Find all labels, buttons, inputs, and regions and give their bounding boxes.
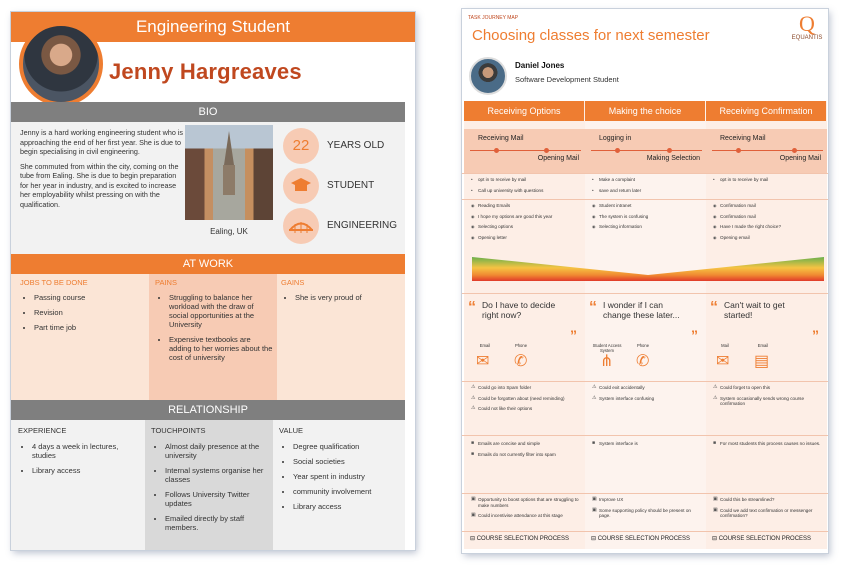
issues-cell (712, 385, 824, 412)
timeline-dot (615, 148, 620, 153)
logo-wordmark: EQUANTIS (791, 35, 823, 41)
church-spire-icon (185, 125, 273, 220)
minus-box-icon: ⊟ (470, 536, 476, 542)
list-item: • Almost daily presence at the university (165, 442, 271, 460)
issue-item: ⚠ System interface confusing (591, 396, 703, 402)
minus-box-icon: ⊟ (591, 536, 597, 542)
touchpoint-item: ◉ The system is confusing (591, 214, 703, 220)
relationship-header: RELATIONSHIP (11, 400, 405, 420)
pains-column (155, 278, 273, 368)
list-item: • Part time job (34, 323, 145, 332)
opportunity-item: ▣ Could we add text confirmation or messenger confirmation? (712, 508, 824, 519)
pains-title: PAINS (155, 278, 177, 287)
touchpoint-cell (470, 203, 582, 246)
actions-cell (470, 177, 582, 198)
quote-open-icon: “ (468, 299, 476, 316)
quote-close-icon: ” (812, 327, 819, 343)
touchpoint-item: ◉ Confirmation mail (712, 203, 824, 209)
list-item: • Library access (293, 502, 401, 511)
bridge-icon (283, 208, 319, 244)
mailbox-icon: ▤ (754, 353, 770, 370)
student-badge (283, 168, 319, 204)
list-item: • Library access (32, 466, 143, 475)
graduation-cap-icon (283, 168, 319, 204)
list-item: • 4 days a week in lectures, studies (32, 442, 143, 460)
age-label: YEARS OLD (327, 140, 385, 151)
jobs-column (20, 278, 145, 338)
quote-open-icon: “ (589, 299, 597, 316)
avatar (469, 57, 507, 95)
issues-cell (470, 385, 582, 417)
action-item: • opt in to receive by mail (470, 177, 582, 183)
issue-item: ⚠ Could exit accidentally (591, 385, 703, 391)
touchpoint-item: ◉ Opening letter (470, 235, 582, 241)
bio-paragraph: Jenny is a hard working engineering student who is approaching the end of her first year. She is due to begin specialising in civil engineering. (20, 128, 184, 156)
action-item: • save and return later (591, 188, 703, 194)
positives-cell (591, 441, 703, 452)
phone-icon: ✆ (636, 353, 650, 370)
quote-open-icon: “ (710, 299, 718, 316)
opportunity-item: ▣ Could this be streamlined? (712, 497, 824, 503)
list-item: • Internal systems organise her classes (165, 466, 271, 484)
network-icon: ⋔ (600, 353, 614, 370)
process-footer (470, 535, 569, 542)
opportunities-cell (591, 497, 703, 524)
positive-item: ■ Emails do not currently filter into spam (470, 452, 582, 458)
issue-item: ⚠ Could go into Spam folder (470, 385, 582, 391)
process-footer (712, 535, 811, 542)
opportunity-item: ▣ Could incentivise attendance at this stage (470, 513, 582, 519)
quote-close-icon: ” (691, 327, 698, 343)
bio-header: BIO (11, 102, 405, 122)
touchpoint-item: ◉ Reading Emails (470, 203, 582, 209)
stage-header: Receiving Options (464, 101, 584, 121)
action-item: • Call up university with questions (470, 188, 582, 194)
engineering-badge (283, 208, 319, 244)
list-item: • Passing course (34, 293, 145, 302)
timeline-step: Receiving Mail (720, 135, 766, 142)
opportunities-cell (470, 497, 582, 524)
touchpoint-item: ◉ Selecting information (591, 224, 703, 230)
timeline-dot (667, 148, 672, 153)
experience-title: EXPERIENCE (18, 426, 67, 435)
row-divider (462, 293, 828, 294)
row-divider (462, 435, 828, 436)
list-item: • She is very proud of (295, 293, 401, 302)
timeline-line (591, 150, 702, 151)
issue-item: ⚠ Could not like their options (470, 406, 582, 412)
issue-item: ⚠ System occasionally sends wrong course confirmation (712, 396, 824, 407)
timeline-cell (585, 129, 706, 173)
persona-name: Jenny Hargreaves (109, 59, 302, 84)
quote-text: Do I have to decide right now? (482, 300, 556, 320)
timeline-step: Making Selection (646, 155, 700, 162)
actions-cell (591, 177, 703, 198)
timeline-cell (464, 129, 585, 173)
touchpoint-item: ◉ Student intranet (591, 203, 703, 209)
photo-caption: Ealing, UK (210, 227, 248, 236)
logo-q-icon: Q (799, 11, 815, 36)
issues-cell (591, 385, 703, 406)
jobs-title: JOBS TO BE DONE (20, 278, 88, 287)
list-item: • Struggling to balance her workload with the draw of social opportunities at the University (169, 293, 273, 329)
quote (589, 299, 693, 321)
touchpoint-cell (712, 203, 824, 246)
street-photo (185, 125, 273, 220)
positives-cell (712, 441, 824, 452)
positive-item: ■ Emails are concise and simple (470, 441, 582, 447)
stage-header: Making the choice (585, 101, 705, 121)
list-item: • community involvement (293, 487, 401, 496)
persona-role: Software Development Student (515, 75, 619, 84)
footer-label: COURSE SELECTION PROCESS (597, 536, 691, 542)
positive-item: ■ For most students this process causes no issues. (712, 441, 824, 447)
list-item: • Social societies (293, 457, 401, 466)
touchpoints-column (151, 426, 271, 538)
timeline-line (712, 150, 823, 151)
persona-page (11, 12, 415, 550)
bio-paragraph: She commuted from within the city, coming on the tube from Ealing. She is due to begin preparation for her year in industry, and is excited to increase her employability whilst pressing on with the qualification. (20, 161, 179, 209)
list-item: • Year spent in industry (293, 472, 401, 481)
timeline-step: Opening Mail (779, 155, 821, 162)
touchpoint-item: ◉ Opening email (712, 235, 824, 241)
channel-label: Mail (721, 343, 729, 348)
positives-cell (470, 441, 582, 462)
minus-box-icon: ⊟ (712, 536, 718, 542)
stage-header: Receiving Confirmation (706, 101, 826, 121)
quote-close-icon: ” (570, 327, 577, 343)
touchpoint-cell (591, 203, 703, 235)
work-header: AT WORK (11, 254, 405, 274)
timeline-step: Opening Mail (537, 155, 579, 162)
action-item: • opt in to receive by mail (712, 177, 824, 183)
persona-banner: Engineering Student (11, 12, 415, 42)
row-divider (462, 199, 828, 200)
action-item: • Make a complaint (591, 177, 703, 183)
equantis-logo (788, 13, 826, 41)
issue-item: ⚠ Could forget to open this (712, 385, 824, 391)
timeline-dot (494, 148, 499, 153)
timeline-dot (544, 148, 549, 153)
channel-label: Phone (514, 343, 528, 348)
timeline-step: Logging in (599, 135, 632, 142)
channel-label: Email (479, 343, 491, 348)
bio-text (20, 128, 185, 214)
emotion-curve (472, 253, 824, 283)
process-footer (591, 535, 690, 542)
channel-label: Email (757, 343, 769, 348)
timeline-step: Receiving Mail (478, 135, 524, 142)
quote-text: I wonder if I can change these later... (603, 300, 680, 320)
row-divider (462, 493, 828, 494)
positive-item: ■ System interface is (591, 441, 703, 447)
list-item: • Degree qualification (293, 442, 401, 451)
opportunity-item: ▣ Improve UX (591, 497, 703, 503)
list-item: • Follows University Twitter updates (165, 490, 271, 508)
mail-icon: ✉ (476, 353, 490, 370)
quote (710, 299, 814, 321)
quote-text: Can't wait to get started! (724, 300, 785, 320)
timeline-line (470, 150, 581, 151)
list-item: • Expensive textbooks are adding to her worries about the cost of university (169, 335, 273, 362)
engineering-label: ENGINEERING (327, 220, 398, 231)
row-divider (462, 173, 828, 174)
gains-column (281, 278, 401, 308)
actions-cell (712, 177, 824, 188)
timeline-cell (706, 129, 827, 173)
age-badge: 22 (283, 128, 319, 164)
opportunity-item: ▣ Opportunity to boost options that are struggling to make numbers (470, 497, 582, 508)
channel-label: Phone (636, 343, 650, 348)
journey-title: Choosing classes for next semester (472, 27, 710, 44)
row-divider (462, 531, 828, 532)
touchpoint-item: ◉ Selecting options (470, 224, 582, 230)
footer-label: COURSE SELECTION PROCESS (476, 536, 570, 542)
mail-icon: ✉ (716, 353, 730, 370)
persona-name: Daniel Jones (515, 61, 565, 70)
value-title: VALUE (279, 426, 304, 435)
value-column (279, 426, 401, 517)
list-item: • Revision (34, 308, 145, 317)
phone-icon: ✆ (514, 353, 528, 370)
touchpoint-item: ◉ Have I made the right choice? (712, 224, 824, 230)
student-label: STUDENT (327, 180, 375, 191)
touchpoints-title: TOUCHPOINTS (151, 426, 206, 435)
quote (468, 299, 572, 321)
experience-column (18, 426, 143, 481)
channel-label: Student Access System (592, 343, 622, 353)
list-item: • Emailed directly by staff members. (165, 514, 271, 532)
opportunities-cell (712, 497, 824, 524)
row-divider (462, 381, 828, 382)
touchpoint-item: ◉ I hope my options are good this year (470, 214, 582, 220)
doc-type-label: TASK JOURNEY MAP (468, 15, 519, 21)
gains-title: GAINS (281, 278, 305, 287)
opportunity-item: ▣ Some supporting policy should be present on page. (591, 508, 703, 519)
footer-label: COURSE SELECTION PROCESS (718, 536, 812, 542)
touchpoint-item: ◉ Confirmation mail (712, 214, 824, 220)
timeline-dot (792, 148, 797, 153)
persona-photo (19, 22, 103, 106)
timeline-dot (736, 148, 741, 153)
issue-item: ⚠ Could be forgotten about (need reminding) (470, 396, 582, 402)
journey-map-page (462, 9, 828, 553)
